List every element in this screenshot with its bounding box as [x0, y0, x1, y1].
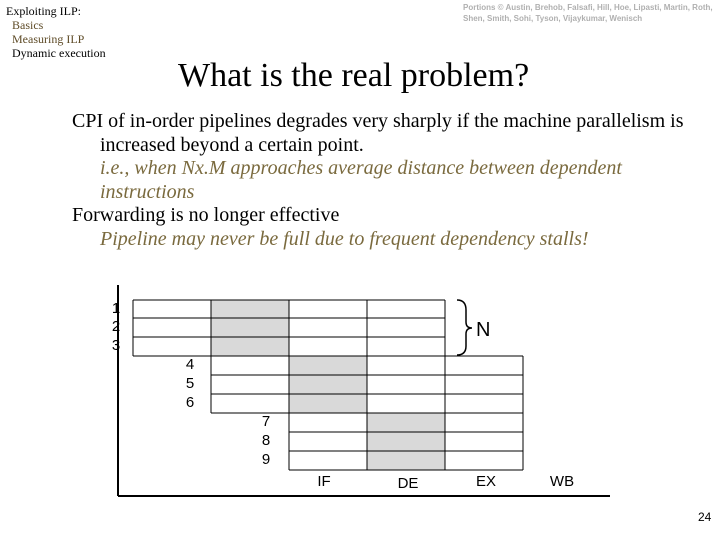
nav-item-basics: Basics [12, 18, 44, 32]
instruction-label-2: 2 [111, 318, 121, 335]
stage-label-ex: EX [475, 473, 497, 490]
instruction-label-8: 8 [261, 432, 271, 449]
nav-section-title: Exploiting ILP: [6, 4, 81, 18]
stage-label-if: IF [317, 473, 331, 490]
stage-label-de: DE [397, 475, 419, 492]
credits-line: Portions © Austin, Brehob, Falsafi, Hill, Hoe, Lipasti, Martin, Roth, Shen, Smith, Sohi, Tyson, Vijaykumar, Wenisch [463, 3, 713, 23]
sub-bullet-cpi: i.e., when Nx.M approaches average distance between dependent instructions [100, 157, 622, 203]
instruction-label-4: 4 [185, 356, 195, 373]
bracket [457, 300, 472, 355]
nav-item-dynamic-execution: Dynamic execution [12, 46, 106, 60]
bullet-forwarding: Forwarding is no longer effective [72, 204, 340, 226]
bracket-label-n: N [476, 319, 491, 341]
nav-item-measuring-ilp: Measuring ILP [12, 32, 85, 46]
instruction-label-1: 1 [111, 300, 121, 317]
sub-bullet-forwarding: Pipeline may never be full due to frequent dependency stalls! [100, 227, 589, 250]
shaded-block-group-3 [367, 413, 445, 470]
instruction-label-3: 3 [111, 337, 121, 354]
page-number: 24 [698, 510, 712, 524]
stage-label-wb: WB [549, 473, 575, 490]
slide-title: What is the real problem? [178, 57, 530, 94]
shaded-block-group-1 [211, 300, 289, 356]
instruction-label-9: 9 [261, 451, 271, 468]
instruction-label-7: 7 [261, 413, 271, 430]
instruction-label-5: 5 [185, 375, 195, 392]
instruction-label-6: 6 [185, 394, 195, 411]
shaded-block-group-2 [289, 356, 367, 413]
bullet-cpi: CPI of in-order pipelines degrades very sharply if the machine parallelism is increased beyond a certain point. [72, 110, 684, 156]
